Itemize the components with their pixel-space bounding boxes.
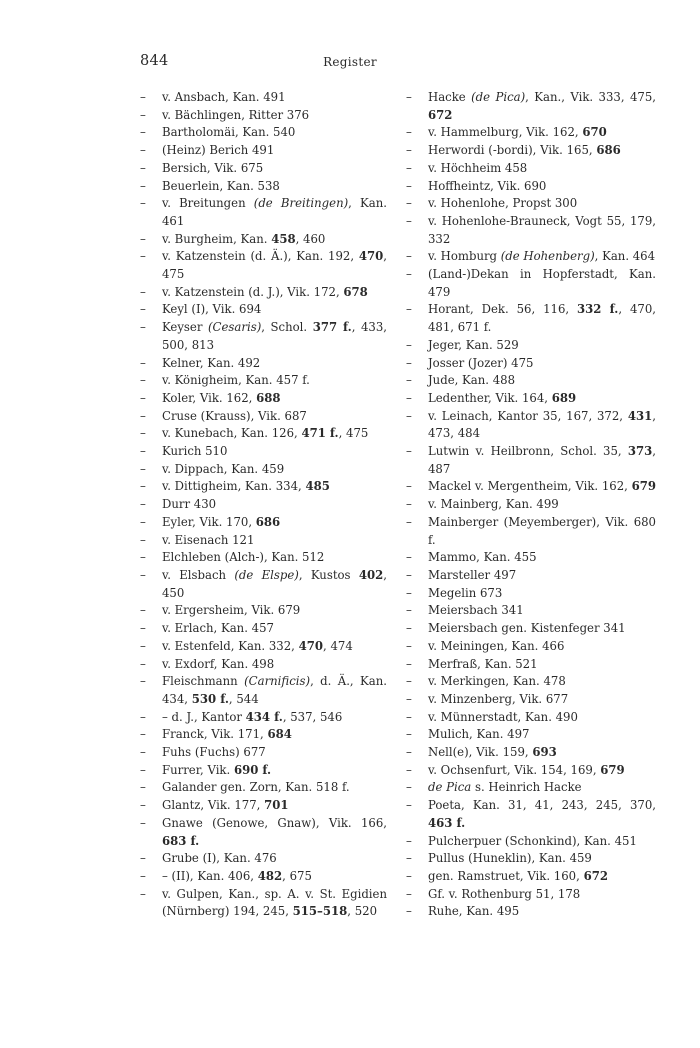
index-entry bbox=[406, 549, 656, 567]
entry-dash: – bbox=[406, 621, 412, 636]
index-entry bbox=[140, 231, 387, 249]
entry-dash: – bbox=[140, 461, 146, 476]
entry-dash: – bbox=[140, 674, 146, 689]
entry-dash: – bbox=[140, 798, 146, 813]
entry-text: v. Minzenberg, Vik. 677 bbox=[428, 691, 569, 706]
entry-text: Bersich, Vik. 675 bbox=[162, 160, 264, 175]
entry-dash: – bbox=[406, 780, 412, 795]
entry-text: v. Ergersheim, Vik. 679 bbox=[162, 603, 301, 618]
entry-dash: – bbox=[140, 603, 146, 618]
index-entry bbox=[406, 178, 656, 196]
entry-text: Hacke (de Pica), Kan., Vik. 333, 475, 672 bbox=[428, 90, 656, 122]
index-entry bbox=[140, 620, 387, 638]
index-entry bbox=[140, 779, 387, 797]
entry-dash: – bbox=[406, 745, 412, 760]
entry-text: v. Merkingen, Kan. 478 bbox=[428, 674, 566, 689]
index-entry bbox=[140, 886, 387, 921]
entry-dash: – bbox=[406, 691, 412, 706]
entry-dash: – bbox=[406, 497, 412, 512]
index-entry bbox=[140, 372, 387, 390]
index-entry bbox=[406, 301, 656, 336]
entry-dash: – bbox=[140, 143, 146, 158]
entry-text: v. Elsbach (de Elspe), Kustos 402, 450 bbox=[162, 567, 387, 600]
index-entry bbox=[406, 142, 656, 160]
entry-text: Merfraß, Kan. 521 bbox=[428, 656, 538, 671]
entry-text: – (II), Kan. 406, 482, 675 bbox=[162, 868, 312, 883]
entry-dash: – bbox=[140, 780, 146, 795]
entry-dash: – bbox=[406, 904, 412, 919]
index-entry bbox=[406, 886, 656, 904]
entry-text: Glantz, Vik. 177, 701 bbox=[162, 798, 289, 813]
entry-text: Lutwin v. Heilbronn, Schol. 35, 373, 487 bbox=[428, 444, 656, 476]
index-entry bbox=[140, 284, 387, 302]
entry-dash: – bbox=[406, 143, 412, 158]
entry-dash: – bbox=[140, 355, 146, 370]
entry-text: Horant, Dek. 56, 116, 332 f., 470, 481, 671 f. bbox=[428, 302, 656, 335]
entry-text: v. Burgheim, Kan. 458, 460 bbox=[162, 231, 326, 246]
index-entry bbox=[140, 390, 387, 408]
entry-dash: – bbox=[406, 160, 412, 175]
index-entry bbox=[406, 372, 656, 390]
entry-dash: – bbox=[406, 337, 412, 352]
entry-text: Poeta, Kan. 31, 41, 243, 245, 370, 463 f. bbox=[428, 798, 656, 830]
entry-text: Bartholomäi, Kan. 540 bbox=[162, 125, 296, 140]
index-entry bbox=[140, 762, 387, 780]
entry-dash: – bbox=[406, 213, 412, 228]
entry-dash: – bbox=[406, 90, 412, 104]
index-entry bbox=[140, 797, 387, 815]
entry-dash: – bbox=[140, 514, 146, 529]
entry-text: Ledenther, Vik. 164, 689 bbox=[428, 390, 577, 405]
index-entry bbox=[140, 248, 387, 283]
index-entry bbox=[140, 602, 387, 620]
entry-text: Gnawe (Genowe, Gnaw), Vik. 166, 683 f. bbox=[162, 815, 387, 848]
entry-dash: – bbox=[140, 231, 146, 246]
entry-text: Elchleben (Alch-), Kan. 512 bbox=[162, 550, 325, 565]
entry-dash: – bbox=[406, 373, 412, 388]
index-entry bbox=[406, 443, 656, 478]
entry-text: Fuhs (Fuchs) 677 bbox=[162, 745, 266, 760]
entry-dash: – bbox=[140, 886, 146, 901]
entry-dash: – bbox=[140, 90, 146, 104]
entry-dash: – bbox=[140, 567, 146, 582]
index-entry bbox=[406, 567, 656, 585]
entry-text: Hoffheintz, Vik. 690 bbox=[428, 178, 547, 193]
index-entry bbox=[140, 815, 387, 850]
entry-dash: – bbox=[406, 674, 412, 689]
entry-dash: – bbox=[406, 798, 412, 813]
index-entry bbox=[406, 620, 656, 638]
index-entry bbox=[140, 319, 387, 354]
index-entry bbox=[140, 124, 387, 142]
index-entry bbox=[406, 266, 656, 301]
entry-text: v. Exdorf, Kan. 498 bbox=[162, 656, 275, 671]
entry-text: Furrer, Vik. 690 f. bbox=[162, 762, 272, 777]
entry-text: v. Meiningen, Kan. 466 bbox=[428, 638, 565, 653]
index-entry bbox=[140, 709, 387, 727]
index-column-right bbox=[406, 89, 656, 921]
entry-dash: – bbox=[140, 444, 146, 459]
entry-text: Galander gen. Zorn, Kan. 518 f. bbox=[162, 780, 350, 795]
index-entry bbox=[140, 478, 387, 496]
index-entry bbox=[140, 301, 387, 319]
index-entry bbox=[406, 656, 656, 674]
entry-text: v. Gulpen, Kan., sp. A. v. St. Egidien (Nürnberg) 194, 245, 515–518, 520 bbox=[162, 886, 387, 919]
index-entry bbox=[140, 107, 387, 125]
entry-text: – d. J., Kantor 434 f., 537, 546 bbox=[162, 709, 343, 724]
entry-dash: – bbox=[140, 727, 146, 742]
index-entry bbox=[406, 744, 656, 762]
entry-dash: – bbox=[406, 603, 412, 618]
entry-text: Keyl (I), Vik. 694 bbox=[162, 302, 262, 317]
entry-text: v. Königheim, Kan. 457 f. bbox=[162, 373, 310, 388]
entry-text: v. Dittigheim, Kan. 334, 485 bbox=[162, 479, 330, 494]
entry-dash: – bbox=[406, 833, 412, 848]
index-entry bbox=[406, 355, 656, 373]
index-entry bbox=[406, 585, 656, 603]
entry-dash: – bbox=[406, 886, 412, 901]
index-entry bbox=[406, 797, 656, 832]
entry-text: Mackel v. Mergentheim, Vik. 162, 679 bbox=[428, 479, 656, 494]
entry-text: v. Mainberg, Kan. 499 bbox=[428, 497, 559, 512]
entry-dash: – bbox=[140, 390, 146, 405]
entry-dash: – bbox=[140, 196, 146, 211]
index-entry bbox=[140, 142, 387, 160]
entry-text: Durr 430 bbox=[162, 497, 217, 512]
entry-dash: – bbox=[406, 479, 412, 494]
entry-dash: – bbox=[406, 196, 412, 211]
entry-text: Megelin 673 bbox=[428, 585, 503, 600]
entry-text: Ruhe, Kan. 495 bbox=[428, 904, 520, 919]
entry-text: (Heinz) Berich 491 bbox=[162, 143, 275, 158]
index-entry bbox=[406, 124, 656, 142]
entry-text: Marsteller 497 bbox=[428, 567, 517, 582]
entry-dash: – bbox=[406, 585, 412, 600]
index-entry bbox=[406, 514, 656, 549]
entry-text: v. Homburg (de Hohenberg), Kan. 464 bbox=[428, 249, 656, 264]
entry-text: v. Münnerstadt, Kan. 490 bbox=[428, 709, 578, 724]
entry-text: v. Estenfeld, Kan. 332, 470, 474 bbox=[162, 638, 353, 653]
index-entry bbox=[406, 673, 656, 691]
entry-text: Jude, Kan. 488 bbox=[428, 373, 516, 388]
entry-text: gen. Ramstruet, Vik. 160, 672 bbox=[428, 868, 608, 883]
entry-text: Fleischmann (Carnificis), d. Ä., Kan. 434, 530 f., 544 bbox=[162, 674, 387, 706]
entry-dash: – bbox=[406, 727, 412, 742]
entry-dash: – bbox=[140, 302, 146, 317]
entry-text: v. Erlach, Kan. 457 bbox=[162, 621, 274, 636]
entry-dash: – bbox=[406, 514, 412, 529]
index-entry bbox=[140, 726, 387, 744]
index-entry bbox=[140, 514, 387, 532]
index-entry bbox=[406, 602, 656, 620]
entry-text: Nell(e), Vik. 159, 693 bbox=[428, 745, 557, 760]
entry-dash: – bbox=[406, 267, 412, 282]
entry-dash: – bbox=[140, 373, 146, 388]
index-entry bbox=[140, 496, 387, 514]
index-entry bbox=[406, 903, 656, 921]
entry-dash: – bbox=[140, 745, 146, 760]
entry-dash: – bbox=[406, 868, 412, 883]
entry-dash: – bbox=[140, 320, 146, 335]
index-entry bbox=[140, 89, 387, 107]
entry-text: v. Hohenlohe, Propst 300 bbox=[428, 196, 578, 211]
entry-dash: – bbox=[406, 302, 412, 317]
entry-text: Grube (I), Kan. 476 bbox=[162, 851, 277, 866]
entry-dash: – bbox=[140, 638, 146, 653]
index-entry bbox=[140, 195, 387, 230]
entry-text: v. Ochsenfurt, Vik. 154, 169, 679 bbox=[428, 762, 625, 777]
entry-dash: – bbox=[140, 621, 146, 636]
entry-dash: – bbox=[140, 125, 146, 140]
entry-text: v. Eisenach 121 bbox=[162, 532, 255, 547]
entry-text: v. Hammelburg, Vik. 162, 670 bbox=[428, 125, 607, 140]
entry-text: Keyser (Cesaris), Schol. 377 f., 433, 500, 813 bbox=[162, 320, 387, 352]
entry-text: Meiersbach 341 bbox=[428, 603, 524, 618]
entry-dash: – bbox=[140, 249, 146, 264]
entry-dash: – bbox=[140, 532, 146, 547]
entry-text: v. Katzenstein (d. Ä.), Kan. 192, 470, 475 bbox=[162, 249, 387, 282]
index-entry bbox=[140, 425, 387, 443]
index-entry bbox=[140, 443, 387, 461]
index-entry bbox=[140, 850, 387, 868]
index-entry bbox=[406, 248, 656, 266]
entry-text: v. Höchheim 458 bbox=[428, 160, 528, 175]
entry-dash: – bbox=[406, 355, 412, 370]
index-entry bbox=[140, 532, 387, 550]
entry-text: v. Breitungen (de Breitingen), Kan. 461 bbox=[162, 196, 387, 228]
index-entry bbox=[406, 478, 656, 496]
entry-text: Josser (Jozer) 475 bbox=[428, 355, 534, 370]
entry-dash: – bbox=[140, 107, 146, 122]
entry-text: Eyler, Vik. 170, 686 bbox=[162, 514, 281, 529]
entry-text: Meiersbach gen. Kistenfeger 341 bbox=[428, 621, 626, 636]
entry-dash: – bbox=[406, 656, 412, 671]
entry-dash: – bbox=[406, 851, 412, 866]
entry-dash: – bbox=[406, 567, 412, 582]
entry-dash: – bbox=[406, 709, 412, 724]
entry-dash: – bbox=[140, 426, 146, 441]
index-entry bbox=[406, 726, 656, 744]
index-entry bbox=[140, 461, 387, 479]
index-entry bbox=[406, 762, 656, 780]
entry-text: Mainberger (Meyemberger), Vik. 680 f. bbox=[428, 514, 656, 547]
entry-dash: – bbox=[406, 762, 412, 777]
entry-dash: – bbox=[406, 249, 412, 264]
index-entry bbox=[140, 868, 387, 886]
page-number: 844 bbox=[140, 53, 169, 69]
entry-dash: – bbox=[140, 709, 146, 724]
index-entry bbox=[406, 213, 656, 248]
entry-dash: – bbox=[406, 125, 412, 140]
entry-text: v. Leinach, Kantor 35, 167, 372, 431, 473, 484 bbox=[428, 408, 656, 441]
entry-text: Franck, Vik. 171, 684 bbox=[162, 727, 292, 742]
running-head: Register bbox=[323, 55, 377, 69]
index-entry bbox=[406, 195, 656, 213]
entry-text: de Pica s. Heinrich Hacke bbox=[428, 780, 582, 795]
index-entry bbox=[140, 638, 387, 656]
entry-dash: – bbox=[140, 178, 146, 193]
index-entry bbox=[140, 567, 387, 602]
entry-text: Kelner, Kan. 492 bbox=[162, 355, 261, 370]
entry-text: Mammo, Kan. 455 bbox=[428, 550, 537, 565]
index-entry bbox=[140, 549, 387, 567]
index-entry bbox=[406, 709, 656, 727]
index-entry bbox=[140, 160, 387, 178]
index-entry bbox=[140, 744, 387, 762]
entry-dash: – bbox=[406, 408, 412, 423]
entry-dash: – bbox=[406, 390, 412, 405]
entry-dash: – bbox=[140, 284, 146, 299]
entry-text: v. Kunebach, Kan. 126, 471 f., 475 bbox=[162, 426, 369, 441]
index-entry bbox=[406, 833, 656, 851]
entry-text: Beuerlein, Kan. 538 bbox=[162, 178, 280, 193]
index-entry bbox=[406, 408, 656, 443]
entry-text: Cruse (Krauss), Vik. 687 bbox=[162, 408, 307, 423]
index-entry bbox=[140, 673, 387, 708]
entry-dash: – bbox=[406, 550, 412, 565]
index-entry bbox=[406, 850, 656, 868]
entry-text: v. Bächlingen, Ritter 376 bbox=[162, 107, 310, 122]
entry-text: v. Katzenstein (d. J.), Vik. 172, 678 bbox=[162, 284, 368, 299]
entry-dash: – bbox=[140, 656, 146, 671]
entry-text: Gf. v. Rothenburg 51, 178 bbox=[428, 886, 581, 901]
index-entry bbox=[406, 160, 656, 178]
index-entry bbox=[140, 355, 387, 373]
entry-dash: – bbox=[140, 479, 146, 494]
index-entry bbox=[406, 89, 656, 124]
index-entry bbox=[406, 691, 656, 709]
index-entry bbox=[140, 656, 387, 674]
entry-text: Mulich, Kan. 497 bbox=[428, 727, 530, 742]
entry-text: v. Ansbach, Kan. 491 bbox=[162, 90, 286, 104]
index-entry bbox=[406, 868, 656, 886]
index-entry bbox=[406, 496, 656, 514]
index-entry bbox=[406, 779, 656, 797]
index-entry bbox=[406, 390, 656, 408]
entry-dash: – bbox=[140, 408, 146, 423]
entry-text: Pulcherpuer (Schonkind), Kan. 451 bbox=[428, 833, 637, 848]
entry-text: Koler, Vik. 162, 688 bbox=[162, 390, 281, 405]
entry-dash: – bbox=[140, 868, 146, 883]
entry-text: Herwordi (-bordi), Vik. 165, 686 bbox=[428, 143, 621, 158]
entry-text: v. Hohenlohe-Brauneck, Vogt 55, 179, 332 bbox=[428, 213, 656, 246]
index-column-left bbox=[140, 89, 387, 921]
entry-dash: – bbox=[406, 638, 412, 653]
entry-text: Pullus (Huneklin), Kan. 459 bbox=[428, 851, 592, 866]
entry-dash: – bbox=[140, 550, 146, 565]
entry-dash: – bbox=[140, 851, 146, 866]
index-entry bbox=[406, 638, 656, 656]
index-entry bbox=[140, 178, 387, 196]
entry-text: Jeger, Kan. 529 bbox=[428, 337, 519, 352]
entry-dash: – bbox=[406, 444, 412, 459]
entry-dash: – bbox=[140, 160, 146, 175]
entry-dash: – bbox=[140, 497, 146, 512]
index-entry bbox=[140, 408, 387, 426]
entry-text: Kurich 510 bbox=[162, 444, 228, 459]
entry-dash: – bbox=[140, 762, 146, 777]
entry-dash: – bbox=[140, 815, 146, 830]
entry-text: (Land-)Dekan in Hopferstadt, Kan. 479 bbox=[428, 267, 656, 299]
index-entry bbox=[406, 337, 656, 355]
entry-dash: – bbox=[406, 178, 412, 193]
entry-text: v. Dippach, Kan. 459 bbox=[162, 461, 285, 476]
